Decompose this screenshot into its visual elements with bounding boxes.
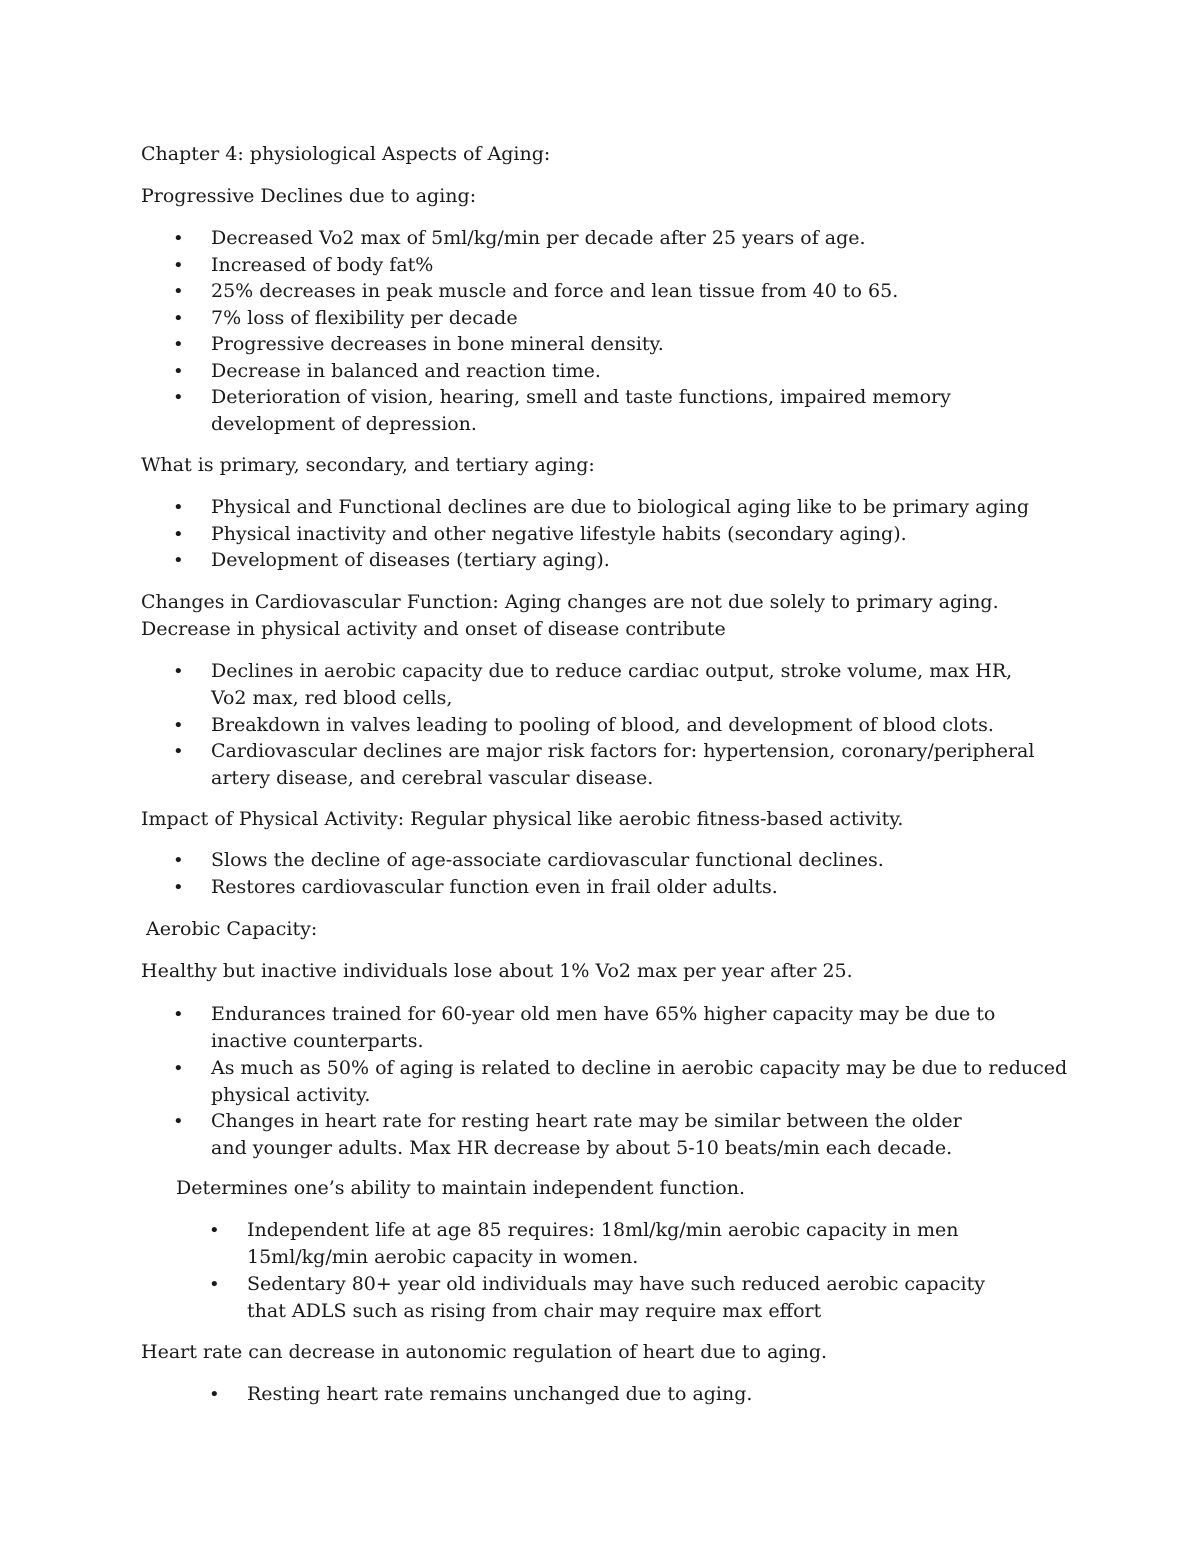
list-item: • As much as 50% of aging is related to decline in aerobic capacity may be due to reduced physical activity.	[173, 1056, 1068, 1106]
list-item: • Changes in heart rate for resting heart rate may be similar between the older and younger adults. Max HR decrease by about 5-10 beats/min each decade.	[173, 1110, 962, 1159]
list-item: • Breakdown in valves leading to pooling of blood, and development of blood clots.	[211, 712, 1051, 739]
bullet-icon: •	[209, 1220, 220, 1241]
list-item: • Independent life at age 85 requires: 18ml/kg/min aerobic capacity in men 15ml/kg/min aerobic capacity in women.	[209, 1219, 959, 1268]
section-title-cardiovascular: Changes in Cardiovascular Function: Aging changes are not due solely to primary aging. Decrease in physical activity and onset of disease contribute	[141, 591, 999, 640]
section-title-independent-function: Determines one’s ability to maintain independent function.	[176, 1177, 746, 1199]
section-title-physical-activity: Impact of Physical Activity: Regular physical like aerobic fitness-based activity.	[141, 808, 904, 830]
list-item: • Progressive decreases in bone mineral density.	[211, 331, 1071, 358]
list-item: • Resting heart rate remains unchanged due to aging.	[247, 1381, 1037, 1408]
bullet-icon: •	[173, 334, 184, 355]
bullet-icon: •	[173, 523, 184, 545]
list-item: • Cardiovascular declines are major risk factors for: hypertension, coronary/peripheral artery disease, and cerebral vascular disease.	[173, 740, 1035, 789]
bullet-icon: •	[173, 497, 184, 518]
list-item: • Endurances trained for 60-year old men have 65% higher capacity may be due to inactive counterparts.	[173, 1003, 996, 1052]
bullet-icon: •	[173, 876, 184, 898]
bullet-icon: •	[173, 281, 184, 302]
list-item: • Restores cardiovascular function even in frail older adults.	[211, 874, 1071, 901]
bullet-icon: •	[173, 714, 184, 736]
list-item: • Physical inactivity and other negative lifestyle habits (secondary aging).	[211, 521, 1071, 548]
list-item: • Development of diseases (tertiary aging).	[211, 547, 1071, 574]
bullet-icon: •	[173, 254, 184, 276]
bullet-icon: •	[209, 1273, 220, 1295]
section-title-progressive-declines: Progressive Declines due to aging:	[141, 185, 477, 207]
list-item: • Deterioration of vision, hearing, smell and taste functions, impaired memory development of depression.	[173, 386, 951, 435]
bullet-icon: •	[209, 1384, 220, 1405]
list-item: • Declines in aerobic capacity due to reduce cardiac output, stroke volume, max HR, Vo2 max, red blood cells,	[173, 660, 1013, 709]
bullet-icon: •	[173, 360, 184, 382]
physical-activity-list	[173, 847, 1071, 900]
bullet-icon: •	[173, 228, 184, 249]
section-title-heart-rate: Heart rate can decrease in autonomic regulation of heart due to aging.	[141, 1341, 828, 1363]
bullet-icon: •	[173, 661, 184, 682]
list-item: • Sedentary 80+ year old individuals may have such reduced aerobic capacity that ADLS such as rising from chair may require max effort	[209, 1272, 985, 1322]
bullet-icon: •	[173, 387, 184, 408]
bullet-icon: •	[173, 850, 184, 871]
bullet-icon: •	[173, 741, 184, 762]
cardiovascular-list	[173, 658, 1051, 792]
section-title-aerobic-capacity: Aerobic Capacity:	[146, 918, 318, 940]
bullet-icon: •	[173, 550, 184, 571]
list-item: • Slows the decline of age-associate cardiovascular functional declines.	[211, 847, 1071, 874]
heart-rate-list	[209, 1381, 1037, 1408]
list-item: • Increased of body fat%	[211, 252, 1071, 279]
independent-function-list	[209, 1217, 1027, 1324]
list-item: • 25% decreases in peak muscle and force and lean tissue from 40 to 65.	[211, 278, 1071, 305]
aerobic-capacity-intro: Healthy but inactive individuals lose about 1% Vo2 max per year after 25.	[141, 960, 853, 982]
bullet-icon: •	[173, 1004, 184, 1025]
progressive-declines-list	[173, 225, 1071, 438]
aging-types-list	[173, 494, 1071, 574]
bullet-icon: •	[173, 307, 184, 329]
list-item: • 7% loss of flexibility per decade	[211, 305, 1071, 332]
list-item: • Decreased Vo2 max of 5ml/kg/min per decade after 25 years of age.	[211, 225, 1071, 252]
section-title-aging-types: What is primary, secondary, and tertiary aging:	[141, 454, 595, 476]
list-item: • Decrease in balanced and reaction time.	[211, 358, 1071, 385]
bullet-icon: •	[173, 1057, 184, 1079]
bullet-icon: •	[173, 1111, 184, 1132]
aerobic-capacity-list	[173, 1001, 1071, 1162]
list-item: • Physical and Functional declines are due to biological aging like to be primary aging	[211, 494, 1071, 521]
chapter-heading: Chapter 4: physiological Aspects of Aging:	[141, 143, 551, 165]
